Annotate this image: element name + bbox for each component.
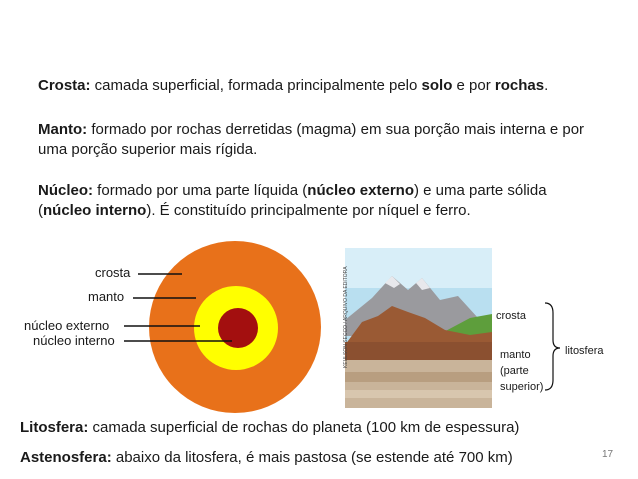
- crosta-bold-solo: solo: [421, 77, 453, 94]
- label-nucleo-externo: núcleo externo: [24, 318, 110, 333]
- earth-inner-core: [218, 308, 258, 348]
- landscape-label-crosta: crosta: [496, 310, 526, 322]
- page-number: 17: [602, 449, 614, 460]
- crosta-bold-rochas: rochas: [494, 77, 545, 94]
- landscape-illustration: [345, 248, 492, 408]
- astenosfera-definition: [20, 448, 620, 468]
- landscape-crust-band: [345, 342, 492, 360]
- landscape-mantle-band-lower: [345, 390, 492, 398]
- litosfera-text: camada superficial de rochas do planeta (100 km de espessura): [88, 419, 520, 436]
- litosfera-term: Litosfera:: [20, 419, 89, 436]
- astenosfera-text: abaixo da litosfera, é mais pastosa (se estende até 700 km): [111, 449, 513, 466]
- crosta-text-2: e por: [452, 77, 495, 94]
- label-crosta: crosta: [95, 265, 131, 280]
- manto-term: Manto:: [38, 121, 88, 138]
- nucleo-text-3: ). É constituído principalmente por níquel e ferro.: [146, 202, 471, 219]
- litosfera-brace: [545, 303, 560, 390]
- litosfera-definition: [20, 418, 620, 438]
- nucleo-bold-interno: núcleo interno: [43, 202, 147, 219]
- nucleo-text-1: formado por uma parte líquida (: [93, 182, 308, 199]
- label-manto: manto: [88, 289, 125, 304]
- landscape-mantle-layer: [345, 360, 492, 408]
- landscape-label-litosfera: litosfera: [565, 345, 604, 357]
- nucleo-text-2: ) e uma parte sólida (: [38, 182, 547, 219]
- landscape-label-manto: manto (parte superior): [500, 349, 544, 393]
- astenosfera-term: Astenosfera:: [20, 449, 112, 466]
- manto-text: formado por rochas derretidas (magma) em sua porção mais interna e por uma porção superior mais rígida.: [38, 121, 585, 158]
- landscape-mantle-band: [345, 372, 492, 382]
- crosta-text-3: .: [544, 77, 549, 94]
- nucleo-term: Núcleo:: [38, 182, 94, 199]
- crosta-term: Crosta:: [38, 77, 91, 94]
- nucleo-bold-externo: núcleo externo: [307, 182, 414, 199]
- crosta-text-1: camada superficial, formada principalmente pelo: [90, 77, 422, 94]
- image-credit: KEULSON SECCO / ARQUIVO DA EDITORA: [343, 266, 349, 368]
- label-nucleo-interno: núcleo interno: [33, 333, 115, 348]
